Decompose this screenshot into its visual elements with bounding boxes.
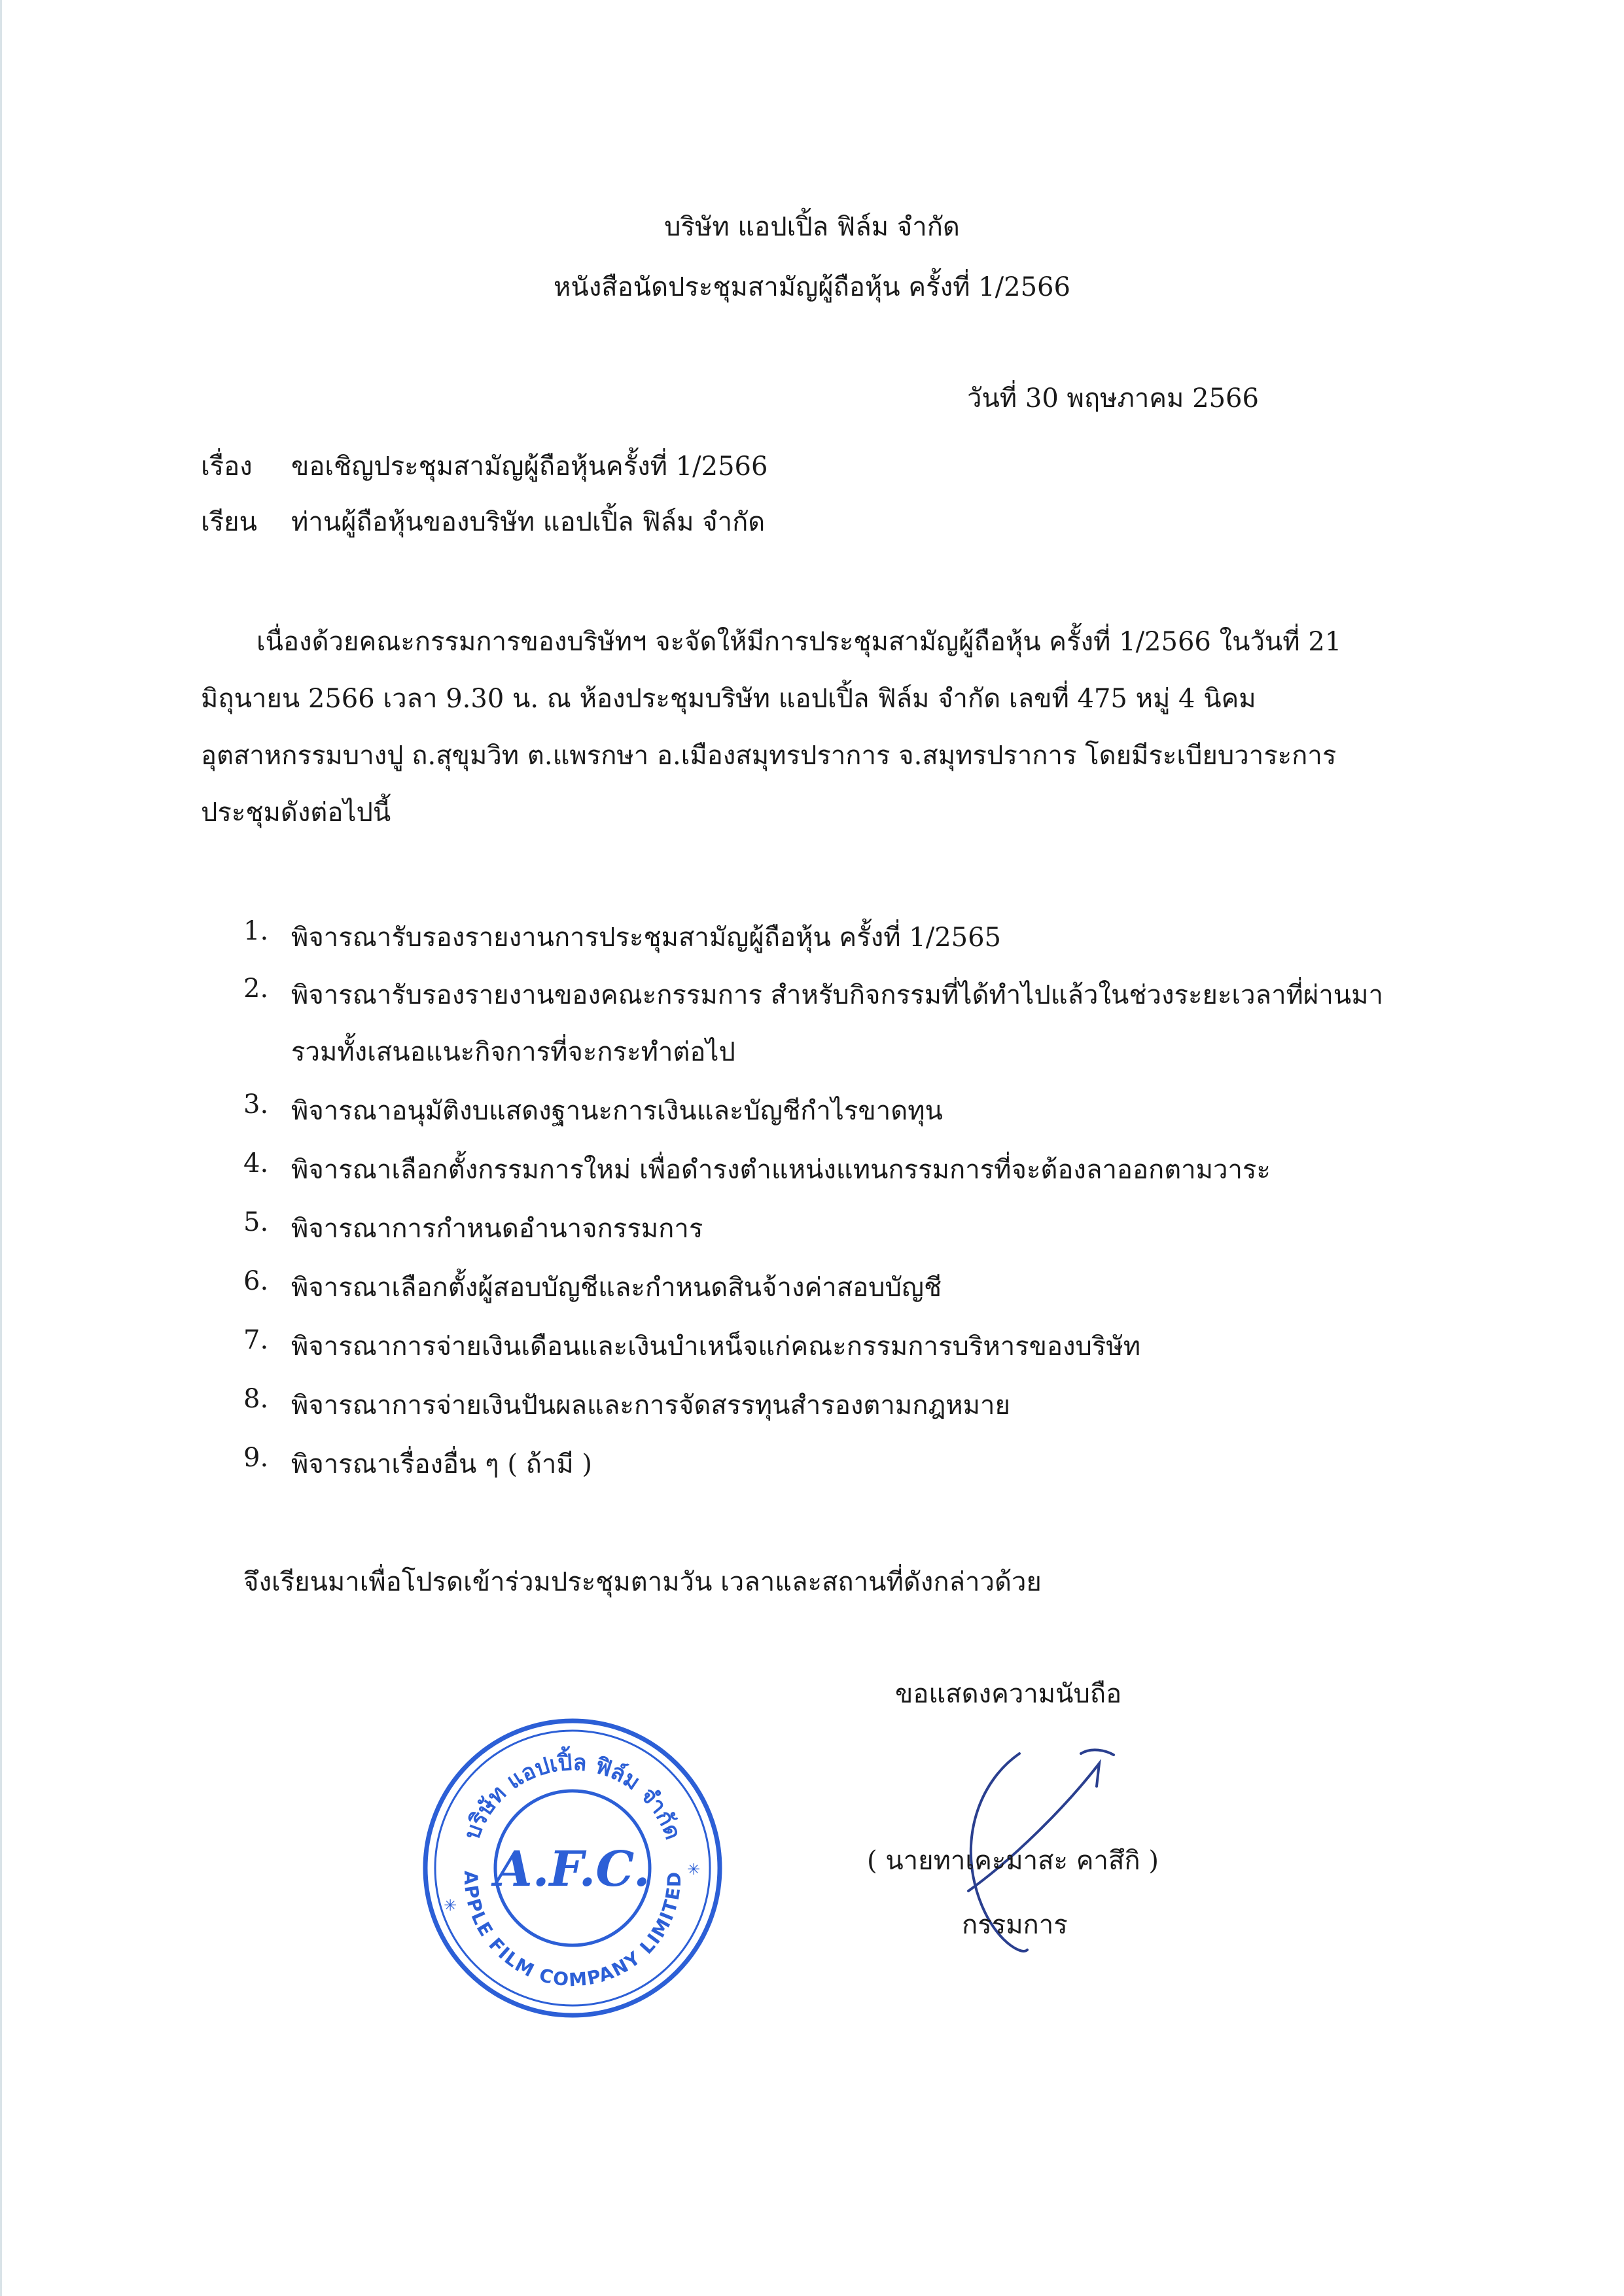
agenda-text: พิจารณาอนุมัติงบแสดงฐานะการเงินและบัญชีกำไรขาดทุน <box>291 1096 943 1126</box>
subject-value: ขอเชิญประชุมสามัญผู้ถือหุ้นครั้งที่ 1/2566 <box>291 451 768 482</box>
agenda-number: 6. <box>243 1266 269 1296</box>
seal-thai-text: บริษัท แอปเปิ้ล ฟิล์ม จำกัด <box>459 1749 686 1843</box>
seal-initials: A.F.C. <box>495 1841 650 1898</box>
seal-thai-arc-text <box>459 1746 686 1843</box>
seal-star-icon: ✳ <box>687 1860 701 1879</box>
agenda-text: พิจารณารับรองรายงานของคณะกรรมการ สำหรับกิจกรรมที่ได้ทำไปแล้วในช่วงระยะเวลาที่ผ่านมา <box>291 980 1383 1010</box>
company-seal-stamp <box>419 1714 726 2022</box>
document-title: หนังสือนัดประชุมสามัญผู้ถือหุ้น ครั้งที่ 1/2566 <box>554 272 1070 302</box>
agenda-number: 1. <box>243 916 269 946</box>
agenda-number: 4. <box>243 1148 269 1178</box>
seal-english-text: APPLE FILM COMPANY LIMITED <box>459 1870 686 1991</box>
intro-line-3: อุตสาหกรรมบางปู ถ.สุขุมวิท ต.แพรกษา อ.เมืองสมุทรปราการ จ.สมุทรปราการ โดยมีระเบียบวาระการ <box>201 741 1337 771</box>
to-label: เรียน <box>201 507 257 537</box>
page-edge-line <box>0 0 2 2296</box>
agenda-number: 8. <box>243 1384 269 1414</box>
signer-title: กรรมการ <box>962 1910 1068 1940</box>
signoff: ขอแสดงความนับถือ <box>895 1679 1122 1709</box>
agenda-number: 7. <box>243 1325 269 1355</box>
intro-line-1: เนื่องด้วยคณะกรรมการของบริษัทฯ จะจัดให้มีการประชุมสามัญผู้ถือหุ้น ครั้งที่ 1/2566 ในวันที่ 21 <box>256 627 1342 657</box>
closing-sentence: จึงเรียนมาเพื่อโปรดเข้าร่วมประชุมตามวัน เวลาและสถานที่ดังกล่าวด้วย <box>243 1567 1042 1597</box>
intro-line-2: มิถุนายน 2566 เวลา 9.30 น. ณ ห้องประชุมบริษัท แอปเปิ้ล ฟิล์ม จำกัด เลขที่ 475 หมู่ 4 นิคม <box>201 684 1256 714</box>
agenda-text: พิจารณาเลือกตั้งผู้สอบบัญชีและกำหนดสินจ้างค่าสอบบัญชี <box>291 1273 942 1303</box>
to-value: ท่านผู้ถือหุ้นของบริษัท แอปเปิ้ล ฟิล์ม จำกัด <box>291 507 766 537</box>
seal-graphics <box>425 1721 720 2015</box>
subject-label: เรื่อง <box>201 451 253 482</box>
agenda-text: พิจารณาการจ่ายเงินเดือนและเงินบำเหน็จแก่คณะกรรมการบริหารของบริษัท <box>291 1332 1141 1362</box>
agenda-text: พิจารณาการจ่ายเงินปันผลและการจัดสรรทุนสำรองตามกฎหมาย <box>291 1390 1010 1421</box>
agenda-number: 9. <box>243 1443 269 1473</box>
signer-name: ( นายทาเคะมาสะ คาสึกิ ) <box>867 1846 1159 1876</box>
seal-star-icon: ✳ <box>444 1896 457 1915</box>
intro-line-4: ประชุมดังต่อไปนี้ <box>201 798 391 828</box>
agenda-text-continued: รวมทั้งเสนอแนะกิจการที่จะกระทำต่อไป <box>291 1037 735 1067</box>
agenda-number: 5. <box>243 1207 269 1237</box>
agenda-text: พิจารณารับรองรายงานการประชุมสามัญผู้ถือหุ้น ครั้งที่ 1/2565 <box>291 923 1001 953</box>
company-name: บริษัท แอปเปิ้ล ฟิล์ม จำกัด <box>664 212 960 242</box>
agenda-text: พิจารณาเลือกตั้งกรรมการใหม่ เพื่อดำรงตำแหน่งแทนกรรมการที่จะต้องลาออกตามวาระ <box>291 1155 1271 1185</box>
agenda-number: 2. <box>243 974 269 1004</box>
agenda-text: พิจารณาการกำหนดอำนาจกรรมการ <box>291 1214 703 1244</box>
agenda-text: พิจารณาเรื่องอื่น ๆ ( ถ้ามี ) <box>291 1449 592 1479</box>
agenda-number: 3. <box>243 1089 269 1120</box>
document-date: วันที่ 30 พฤษภาคม 2566 <box>967 383 1259 414</box>
